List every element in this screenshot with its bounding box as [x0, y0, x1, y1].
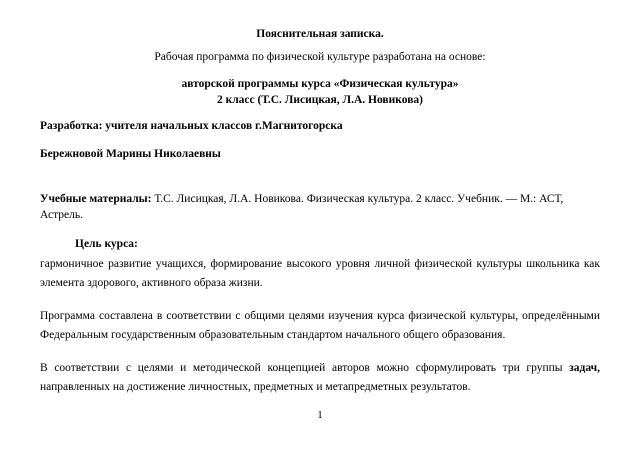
program-title-line2: 2 класс (Т.С. Лисицкая, Л.А. Новикова) [216, 94, 423, 107]
developer-line1: Разработка: учителя начальных классов г.Магнитогорска [40, 120, 343, 133]
developer-line2: Бережновой Марины Николаевны [40, 148, 221, 161]
intro-line: Рабочая программа по физической культуре разработана на основе: [154, 51, 486, 64]
materials-text: Т.С. Лисицкая, Л.А. Новикова. Физическая культура. 2 класс. Учебник. — М.: АСТ, Астрель. [40, 192, 564, 221]
paragraph-program: Программа составлена в соответствии с общими целями изучения курса физической культуры, определёнными Федеральным государственным образовательным стандартом начального общего образования. [40, 309, 600, 341]
goal-text: гармоничное развитие учащихся, формирование высокого уровня личной физической культуры школьника как элемента здорового, активного образа жизни. [40, 257, 600, 289]
paragraph-tasks [40, 359, 600, 397]
document-title: Пояснительная записка. [256, 28, 384, 40]
tasks-text-before: В соответствии с целями и методической концепцией авторов можно сформулировать три группы [40, 361, 570, 374]
materials-paragraph [40, 191, 600, 223]
goal-label: Цель курса: [75, 237, 138, 250]
program-title-line1: авторской программы курса «Физическая культура» [181, 78, 459, 91]
materials-label: Учебные материалы: [40, 192, 152, 205]
tasks-text-bold: задач, [569, 361, 600, 374]
page-number: 1 [317, 408, 323, 421]
tasks-text-after: направленных на достижение личностных, предметных и метапредметных результатов. [40, 380, 471, 393]
